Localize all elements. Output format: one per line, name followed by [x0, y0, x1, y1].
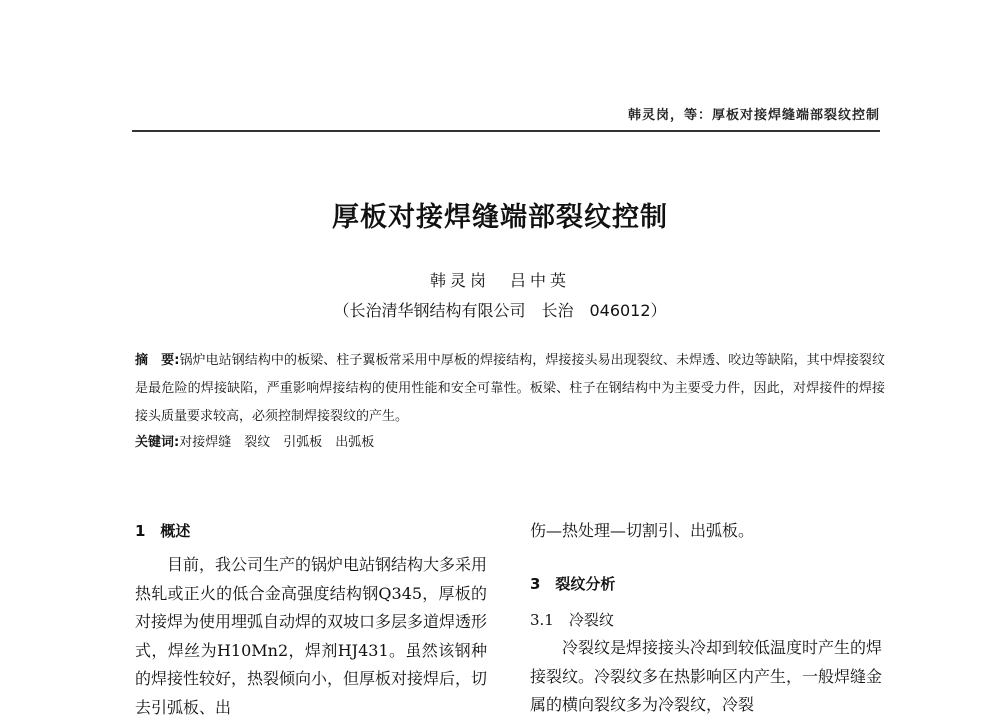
section-3-heading: 3 裂纹分析: [530, 575, 616, 593]
article-authors: 韩灵岗 吕中英: [429, 271, 570, 290]
article-affiliation: （长治清华钢结构有限公司 长治 046012）: [333, 301, 667, 320]
abstract-text: 锅炉电站钢结构中的板梁、柱子翼板常采用中厚板的焊接结构，焊接接头易出现裂纹、未焊透、咬边等缺陷，其中焊接裂纹是最危险的焊接缺陷，严重影响焊接结构的使用性能和安全可靠性。板梁、柱子在钢结构中为主要受力件，因此，对焊接件的焊接接头质量要求较高，必须控制焊接裂纹的产生。: [135, 353, 885, 424]
section-3-1-paragraph: 冷裂纹是焊接接头冷却到较低温度时产生的焊接裂纹。冷裂纹多在热影响区内产生，一般焊缝金属的横向裂纹多为冷裂纹，冷裂: [530, 638, 883, 714]
section-1-heading: 1 概述: [135, 522, 191, 540]
right-column-continuation: 伤—热处理—切割引、出弧板。: [530, 521, 755, 540]
keywords: [135, 431, 374, 450]
running-head: 韩灵岗，等：厚板对接焊缝端部裂纹控制: [627, 108, 880, 123]
keywords-text: 对接焊缝 裂纹 引弧板 出弧板: [179, 435, 375, 450]
article-title: 厚板对接焊缝端部裂纹控制: [332, 202, 668, 233]
section-3-1-heading: 3.1 冷裂纹: [530, 611, 614, 629]
abstract-label: 摘 要:: [135, 353, 180, 368]
section-1-paragraph: 目前，我公司生产的锅炉电站钢结构大多采用热轧或正火的低合金高强度结构钢Q345，厚板的对接焊为使用埋弧自动焊的双坡口多层多道焊透形式，焊丝为H10Mn2，焊剂HJ431。虽然该钢种的焊接性较好，热裂倾向小，但厚板对接焊后，切去引弧板、出: [135, 555, 488, 717]
abstract: [135, 347, 885, 431]
header-rule: [132, 130, 880, 132]
keywords-label: 关键词:: [135, 435, 180, 450]
